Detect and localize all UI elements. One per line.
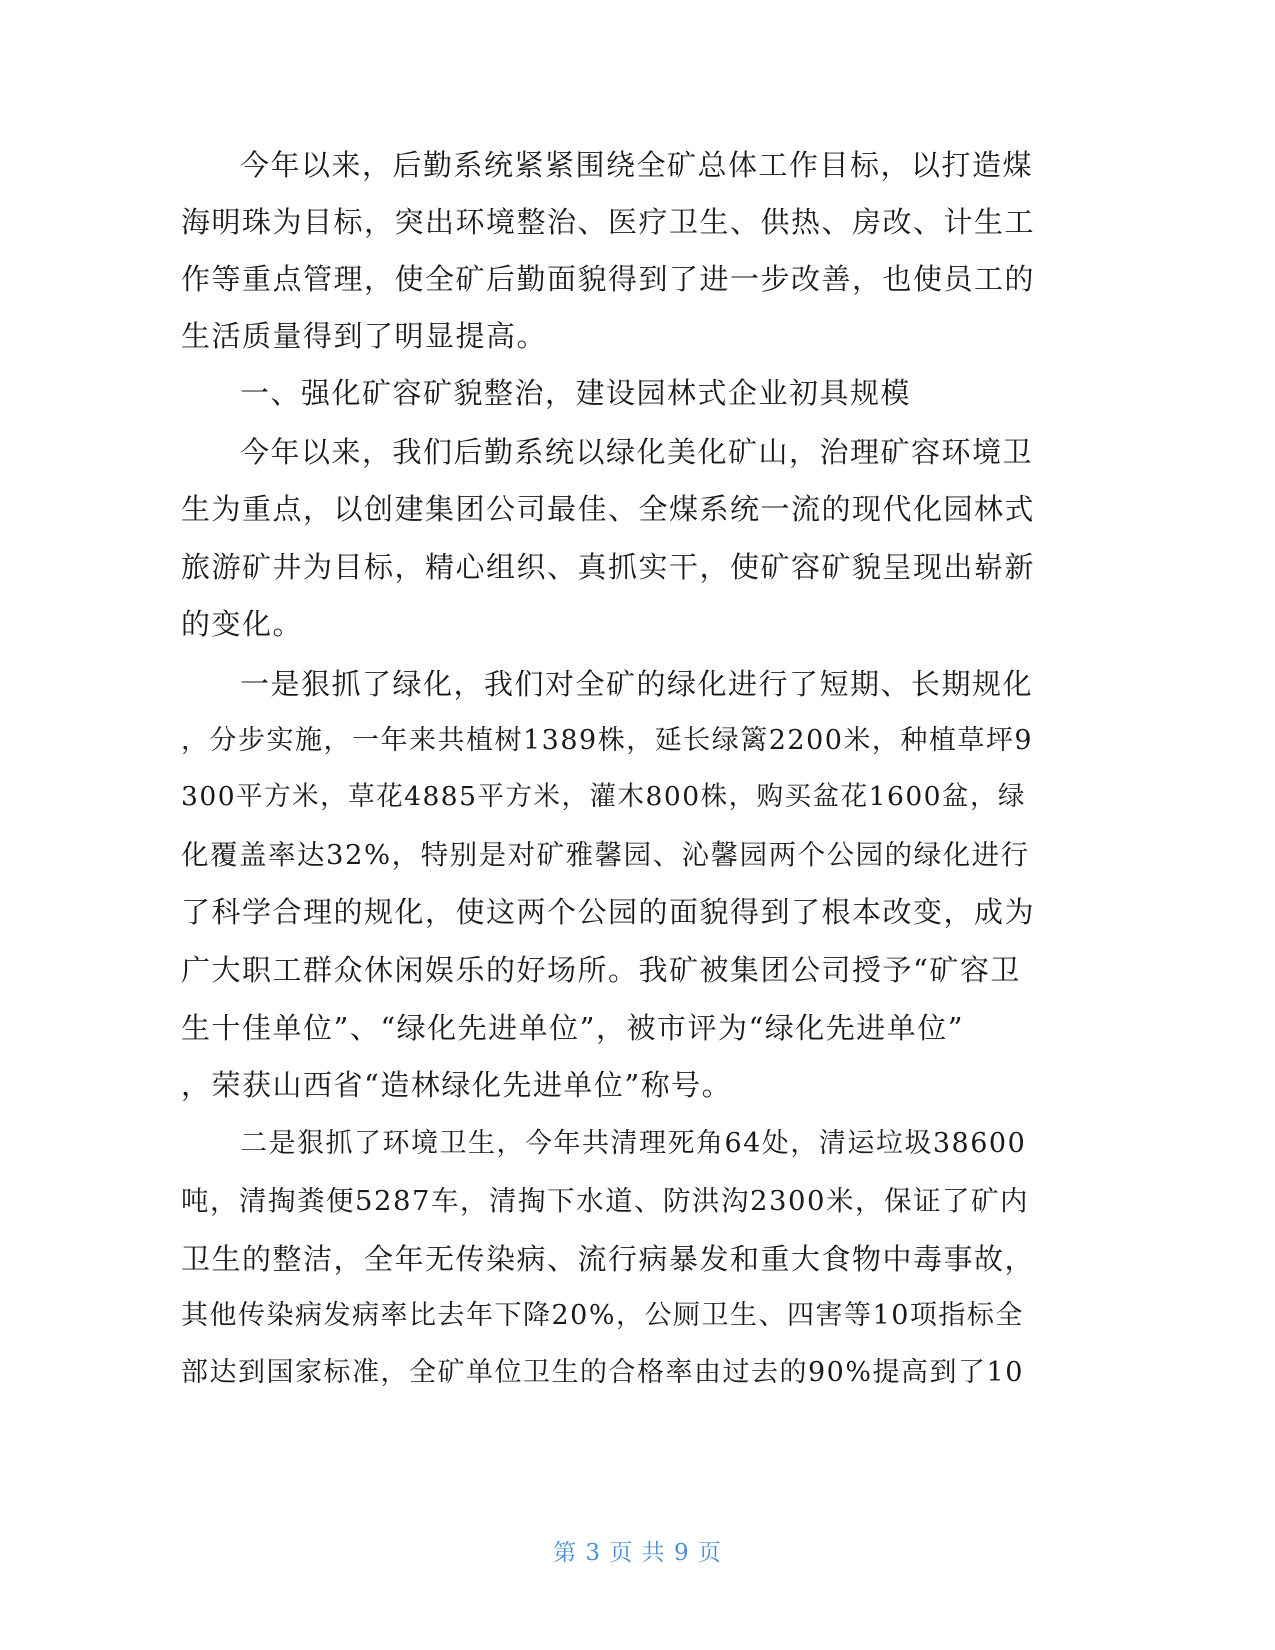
paragraph-line: 生活质量得到了明显提高。	[181, 319, 548, 353]
paragraph-line: 其他传染病发病率比去年下降20%，公厕卫生、四害等10项指标全	[181, 1300, 1024, 1331]
paragraph-line: 二是狠抓了环境卫生，今年共清理死角64处，清运垃圾38600	[240, 1128, 1027, 1159]
paragraph-line: 一是狠抓了绿化，我们对全矿的绿化进行了短期、长期规化	[240, 667, 1034, 701]
paragraph-line: 作等重点管理，使全矿后勤面貌得到了进一步改善，也使员工的	[181, 262, 1036, 296]
paragraph-line: 部达到国家标准，全矿单位卫生的合格率由过去的90%提高到了10	[181, 1357, 1024, 1388]
section-heading: 一、强化矿容矿貌整治，建设园林式企业初具规模	[240, 376, 912, 410]
paragraph-line: 旅游矿井为目标，精心组织、真抓实干，使矿容矿貌呈现出崭新	[181, 550, 1036, 584]
paragraph-line: 吨，清掏粪便5287车，清掏下水道、防洪沟2300米，保证了矿内	[181, 1185, 1029, 1217]
paragraph-line: 300平方米，草花4885平方米，灌木800株，购买盆花1600盆，绿	[181, 781, 1027, 812]
paragraph-line: ，分步实施，一年来共植树1389株，延长绿篱2200米，种植草坪9	[181, 725, 1034, 756]
paragraph-line: 海明珠为目标，突出环境整治、医疗卫生、供热、房改、计生工	[181, 205, 1036, 239]
paragraph-line: 广大职工群众休闲娱乐的好场所。我矿被集团公司授予“矿容卫	[181, 953, 1021, 987]
paragraph-line: 生十佳单位”、“绿化先进单位”，被市评为“绿化先进单位”	[181, 1011, 965, 1045]
paragraph-line: 生为重点，以创建集团公司最佳、全煤系统一流的现代化园林式	[181, 492, 1036, 526]
paragraph-line: 化覆盖率达32%，特别是对矿雅馨园、沁馨园两个公园的绿化进行	[181, 839, 1030, 871]
paragraph-line: ，荣获山西省“造林绿化先进单位”称号。	[181, 1068, 733, 1102]
paragraph-line: 今年以来，后勤系统紧紧围绕全矿总体工作目标，以打造煤	[240, 148, 1034, 182]
page-number: 第 3 页 共 9 页	[553, 1540, 722, 1566]
paragraph-line: 了科学合理的规化，使这两个公园的面貌得到了根本改变，成为	[181, 895, 1036, 929]
paragraph-line: 卫生的整洁，全年无传染病、流行病暴发和重大食物中毒事故，	[181, 1242, 1036, 1276]
paragraph-line: 今年以来，我们后勤系统以绿化美化矿山，治理矿容环境卫	[240, 435, 1034, 469]
paragraph-line: 的变化。	[181, 607, 304, 641]
